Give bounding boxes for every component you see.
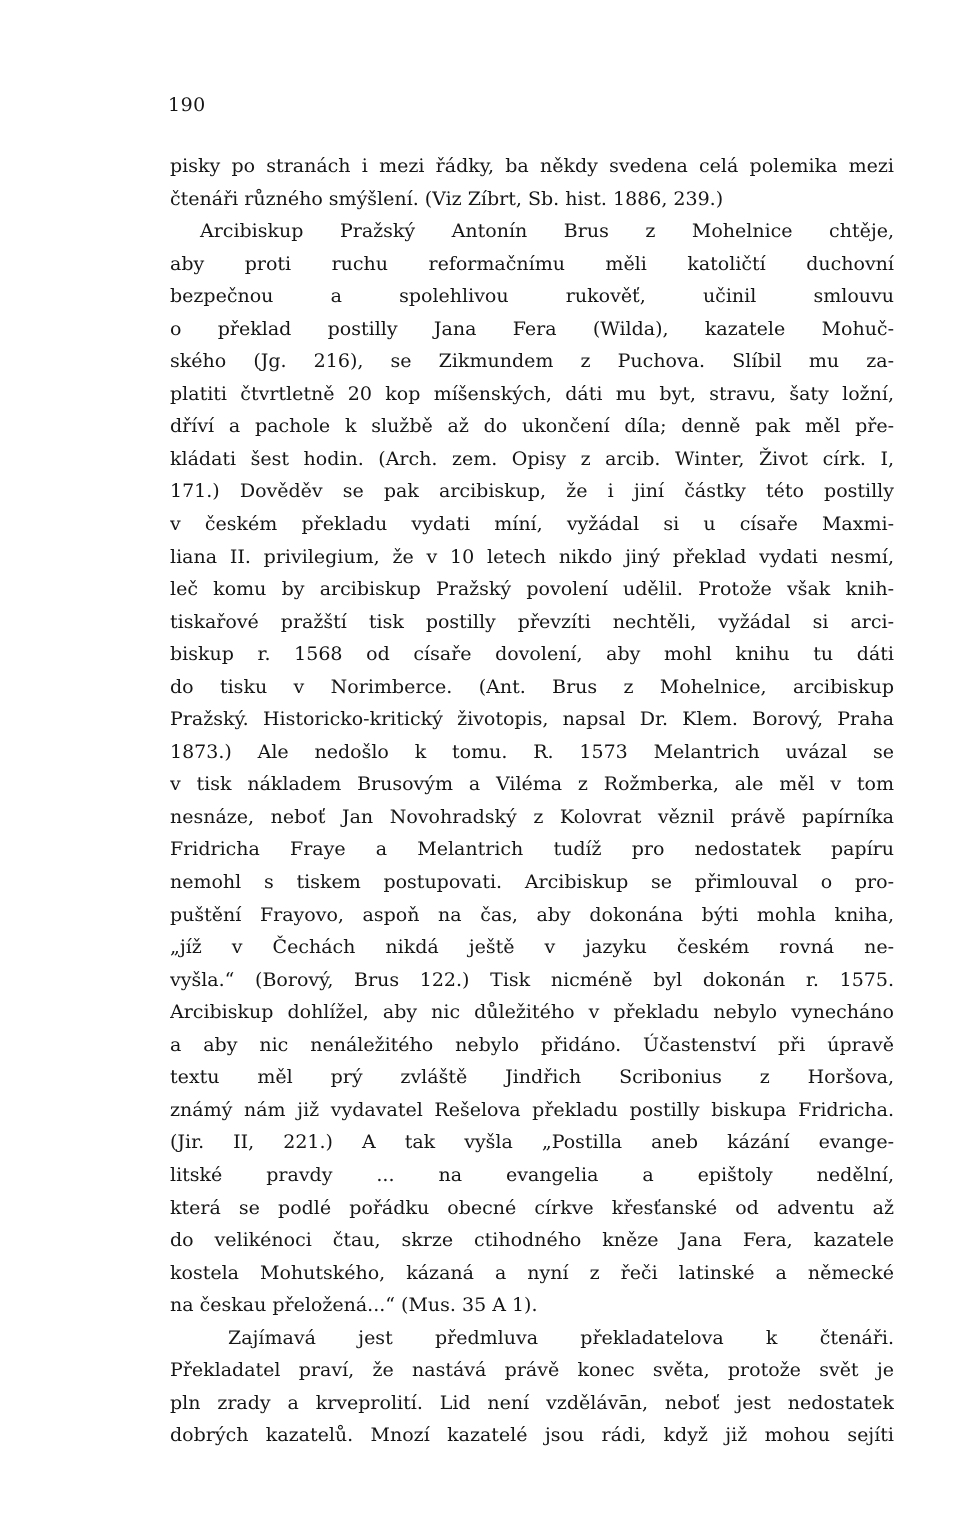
text-line: platiti čtvrtletně 20 kop míšenských, dáti mu byt, stravu, šaty ložní, bbox=[170, 382, 894, 405]
text-line: Arcibiskup dohlížel, aby nic důležitého v překladu nebylo vynecháno bbox=[170, 1001, 894, 1024]
text-line: do tisku v Norimberce. (Ant. Brus z Mohelnice, arcibiskup bbox=[170, 675, 894, 698]
text-line: pln zrady a krveprolití. Lid není vzdělávān, neboť jest nedostatek bbox=[170, 1391, 894, 1414]
text-line: o překlad postilly Jana Fera (Wilda), kazatele Mohuč- bbox=[170, 317, 894, 340]
text-line: litské pravdy ... na evangelia a epištoly nedělní, bbox=[170, 1163, 894, 1186]
text-line: 171.) Dověděv se pak arcibiskup, že i jiní částky této postilly bbox=[170, 480, 894, 503]
text-line: čtenáři různého smýšlení. (Viz Zíbrt, Sb. hist. 1886, 239.) bbox=[170, 187, 724, 210]
text-line: puštění Frayovo, aspoň na čas, aby dokonána býti mohla kniha, bbox=[170, 903, 894, 926]
text-line: kládati šest hodin. (Arch. zem. Opisy z arcib. Winter, Život círk. I, bbox=[170, 447, 894, 470]
text-line: textu měl prý zvláště Jindřich Scribonius z Horšova, bbox=[170, 1066, 894, 1089]
text-line: 1873.) Ale nedošlo k tomu. R. 1573 Melantrich uvázal se bbox=[170, 740, 894, 763]
text-line: v tisk nákladem Brusovým a Viléma z Rožmberka, ale měl v tom bbox=[170, 773, 894, 796]
text-line: biskup r. 1568 od císaře dovolení, aby mohl knihu tu dáti bbox=[170, 643, 894, 666]
text-line: která se podlé pořádku obecné církve křesťanské od adventu až bbox=[170, 1196, 894, 1219]
text-line: liana II. privilegium, že v 10 letech nikdo jiný překlad vydati nesmí, bbox=[170, 545, 894, 568]
text-line: „jíž v Čechách nikdá ještě v jazyku českém rovná ne- bbox=[170, 936, 894, 959]
text-line: Arcibiskup Pražský Antonín Brus z Mohelnice chtěje, bbox=[200, 220, 894, 243]
text-line: na českau přeložená...“ (Mus. 35 A 1). bbox=[170, 1294, 538, 1317]
text-line: v českém překladu vydati míní, vyžádal si u císaře Maxmi- bbox=[170, 513, 894, 536]
page-number: 190 bbox=[168, 94, 206, 116]
text-line: Fridricha Fraye a Melantrich tudíž pro nedostatek papíru bbox=[170, 838, 894, 861]
text-line: kostela Mohutského, kázaná a nyní z řeči latinské a německé bbox=[170, 1261, 894, 1284]
text-line: nesnáze, neboť Jan Novohradský z Kolovrat věznil právě papírníka bbox=[170, 805, 894, 828]
text-line: vyšla.“ (Borový, Brus 122.) Tisk nicméně byl dokonán r. 1575. bbox=[170, 968, 894, 991]
text-line: dobrých kazatelů. Mnozí kazatelé jsou rádi, když již mohou sejíti bbox=[170, 1424, 894, 1447]
text-line: známý nám již vydavatel Rešelova překladu postilly biskupa Fridricha. bbox=[170, 1098, 894, 1121]
text-line: Pražský. Historicko-kritický životopis, napsal Dr. Klem. Borový, Praha bbox=[170, 708, 894, 731]
text-line: nemohl s tiskem postupovati. Arcibiskup se přimlouval o pro- bbox=[170, 871, 894, 894]
text-line: aby proti ruchu reformačnímu měli katoličtí duchovní bbox=[170, 252, 894, 275]
text-line: Zajímavá jest předmluva překladatelova k čtenáři. bbox=[228, 1326, 894, 1349]
text-line: leč komu by arcibiskup Pražský povolení udělil. Protože však knih- bbox=[170, 578, 894, 601]
text-line: a aby nic nenáležitého nebylo přidáno. Účastenství při úpravě bbox=[170, 1033, 894, 1056]
text-line: dříví a pachole k službě až do ukončení díla; denně pak měl pře- bbox=[170, 415, 894, 438]
text-line: tiskařové pražští tisk postilly převzíti nechtěli, vyžádal si arci- bbox=[170, 610, 894, 633]
text-line: do velikénoci čtau, skrze ctihodného kněze Jana Fera, kazatele bbox=[170, 1229, 894, 1252]
text-line: (Jir. II, 221.) A tak vyšla „Postilla aneb kázání evange- bbox=[170, 1131, 894, 1154]
text-line: Překladatel praví, že nastává právě konec světa, protože svět je bbox=[170, 1359, 894, 1382]
body-text bbox=[170, 150, 894, 1452]
text-line: bezpečnou a spolehlivou rukověť, učinil smlouvu bbox=[170, 285, 894, 308]
text-line: ského (Jg. 216), se Zikmundem z Puchova. Slíbil mu za- bbox=[170, 350, 894, 373]
text-line: pisky po stranách i mezi řádky, ba někdy svedena celá polemika mezi bbox=[170, 155, 894, 177]
